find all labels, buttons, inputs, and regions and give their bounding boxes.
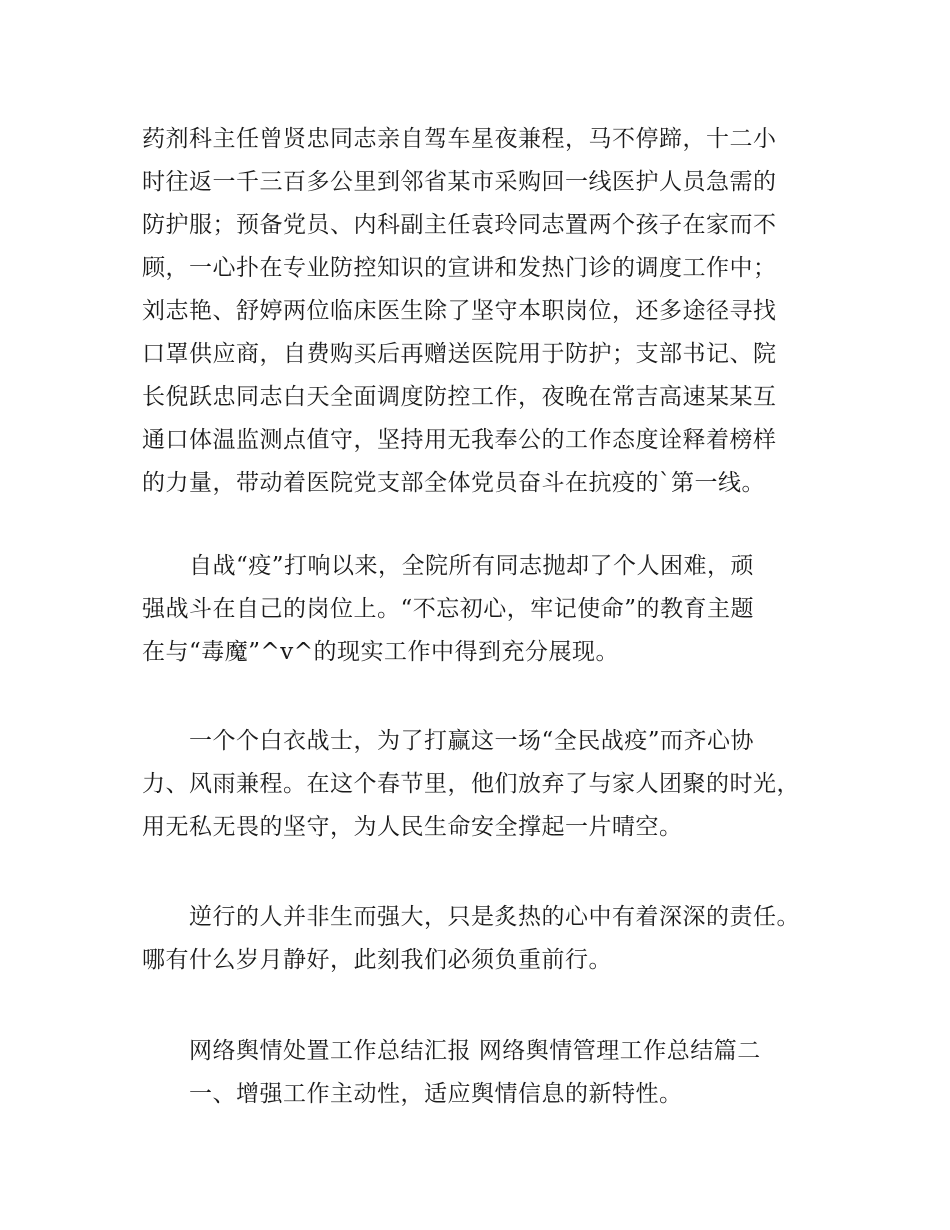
text-line: 通口体温监测点值守，坚持用无我奉公的工作态度诠释着榜样	[142, 427, 777, 453]
text-line: 在与“毒魔”^v^的现实工作中得到充分展现。	[142, 639, 620, 665]
text-line: 顾，一心扑在专业防控知识的宣讲和发热门诊的调度工作中；	[142, 255, 777, 281]
section-heading-line: 网络舆情处置工作总结汇报 网络舆情管理工作总结篇二	[142, 1038, 761, 1064]
text-line: 逆行的人并非生而强大，只是炙热的心中有着深深的责任。	[142, 904, 800, 930]
text-line: 自战“疫”打响以来，全院所有同志抛却了个人困难，顽	[142, 553, 755, 579]
text-line: 哪有什么岁月静好，此刻我们必须负重前行。	[142, 947, 612, 973]
text-line: 长倪跃忠同志白天全面调度防控工作，夜晚在常吉高速某某互	[142, 384, 777, 410]
paragraph-2	[142, 545, 832, 674]
text-line: 一个个白衣战士，为了打赢这一场“全民战疫”而齐心协	[142, 728, 755, 754]
text-line: 的力量，带动着医院党支部全体党员奋斗在抗疫的`第一线。	[142, 470, 765, 496]
text-line: 刘志艳、舒婷两位临床医生除了坚守本职岗位，还多途径寻找	[142, 298, 777, 324]
text-line: 口罩供应商，自费购买后再赠送医院用于防护；支部书记、院	[142, 341, 777, 367]
text-line: 时往返一千三百多公里到邻省某市采购回一线医护人员急需的	[142, 169, 777, 195]
paragraph-3	[142, 720, 832, 849]
text-line: 防护服；预备党员、内科副主任袁玲同志置两个孩子在家而不	[142, 212, 777, 238]
text-line: 力、风雨兼程。在这个春节里，他们放弃了与家人团聚的时光，	[142, 771, 800, 797]
text-line: 药剂科主任曾贤忠同志亲自驾车星夜兼程，马不停蹄，十二小	[142, 126, 777, 152]
paragraph-1	[142, 118, 832, 505]
text-line: 强战斗在自己的岗位上。“不忘初心，牢记使命”的教育主题	[142, 596, 755, 622]
section-heading-line: 一、增强工作主动性，适应舆情信息的新特性。	[142, 1081, 683, 1107]
text-line: 用无私无畏的坚守，为人民生命安全撑起一片晴空。	[142, 814, 683, 840]
paragraph-4	[142, 896, 832, 982]
paragraph-5	[142, 1030, 832, 1116]
